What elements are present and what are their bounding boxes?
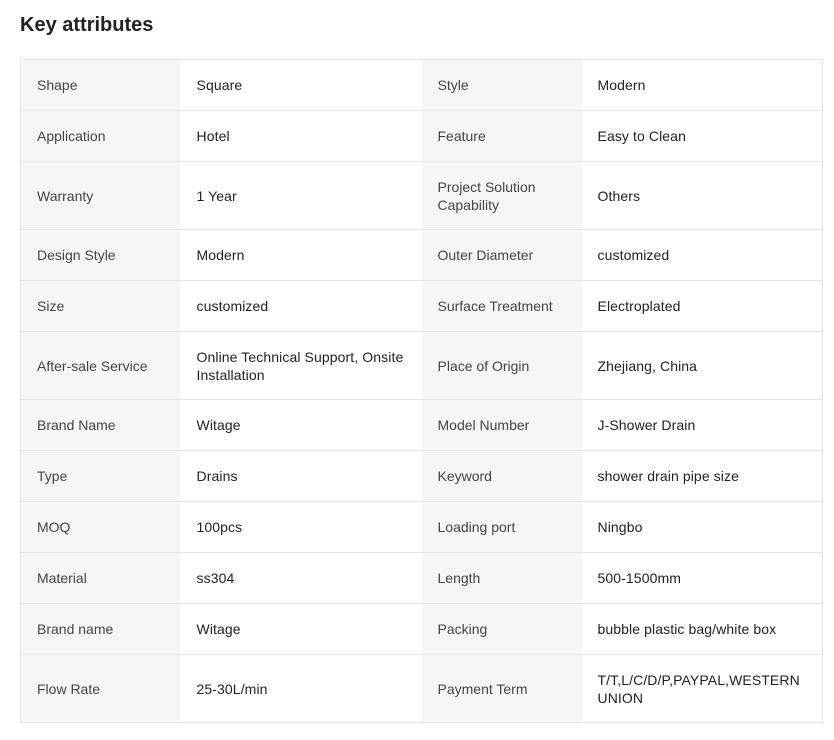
attribute-key: Material: [21, 553, 181, 604]
table-row: [21, 281, 823, 332]
table-row: [21, 604, 823, 655]
table-row: [21, 502, 823, 553]
attribute-value: J-Shower Drain: [582, 400, 823, 451]
attribute-value: Modern: [181, 230, 422, 281]
attribute-key: Design Style: [21, 230, 181, 281]
table-row: [21, 451, 823, 502]
attribute-value: 100pcs: [181, 502, 422, 553]
attribute-key: Size: [21, 281, 181, 332]
key-attributes-table: [20, 59, 823, 723]
attribute-value: 500-1500mm: [582, 553, 823, 604]
attribute-key: Shape: [21, 60, 181, 111]
table-row: [21, 655, 823, 723]
attribute-key: Type: [21, 451, 181, 502]
attribute-key: Place of Origin: [422, 332, 582, 400]
table-row: [21, 162, 823, 230]
attribute-value: Square: [181, 60, 422, 111]
table-row: [21, 60, 823, 111]
attribute-key: Project Solution Capability: [422, 162, 582, 230]
attribute-value: Hotel: [181, 111, 422, 162]
attribute-value: Easy to Clean: [582, 111, 823, 162]
attribute-value: ss304: [181, 553, 422, 604]
attribute-value: Witage: [181, 400, 422, 451]
table-row: [21, 111, 823, 162]
table-row: [21, 230, 823, 281]
attribute-key: Packing: [422, 604, 582, 655]
attribute-value: Drains: [181, 451, 422, 502]
attribute-value: 1 Year: [181, 162, 422, 230]
attribute-value: Modern: [582, 60, 823, 111]
attribute-key: After-sale Service: [21, 332, 181, 400]
table-row: [21, 332, 823, 400]
attribute-value: T/T,L/C/D/P,PAYPAL,WESTERN UNION: [582, 655, 823, 723]
attribute-key: Application: [21, 111, 181, 162]
attribute-value: Witage: [181, 604, 422, 655]
attribute-key: Model Number: [422, 400, 582, 451]
attribute-value: Online Technical Support, Onsite Installation: [181, 332, 422, 400]
attribute-value: Electroplated: [582, 281, 823, 332]
attribute-value: shower drain pipe size: [582, 451, 823, 502]
attribute-key: Feature: [422, 111, 582, 162]
attribute-value: Others: [582, 162, 823, 230]
attribute-value: customized: [181, 281, 422, 332]
attribute-key: Length: [422, 553, 582, 604]
section-title: Key attributes: [20, 14, 154, 36]
attribute-value: bubble plastic bag/white box: [582, 604, 823, 655]
attribute-key: Style: [422, 60, 582, 111]
attribute-key: Flow Rate: [21, 655, 181, 723]
table-row: [21, 553, 823, 604]
attribute-key: MOQ: [21, 502, 181, 553]
attribute-key: Outer Diameter: [422, 230, 582, 281]
attribute-key: Brand name: [21, 604, 181, 655]
attribute-key: Surface Treatment: [422, 281, 582, 332]
attribute-key: Keyword: [422, 451, 582, 502]
attribute-key: Payment Term: [422, 655, 582, 723]
attribute-value: customized: [582, 230, 823, 281]
attribute-key: Loading port: [422, 502, 582, 553]
table-row: [21, 400, 823, 451]
attribute-value: 25-30L/min: [181, 655, 422, 723]
attribute-value: Zhejiang, China: [582, 332, 823, 400]
attribute-key: Brand Name: [21, 400, 181, 451]
attribute-value: Ningbo: [582, 502, 823, 553]
attribute-key: Warranty: [21, 162, 181, 230]
